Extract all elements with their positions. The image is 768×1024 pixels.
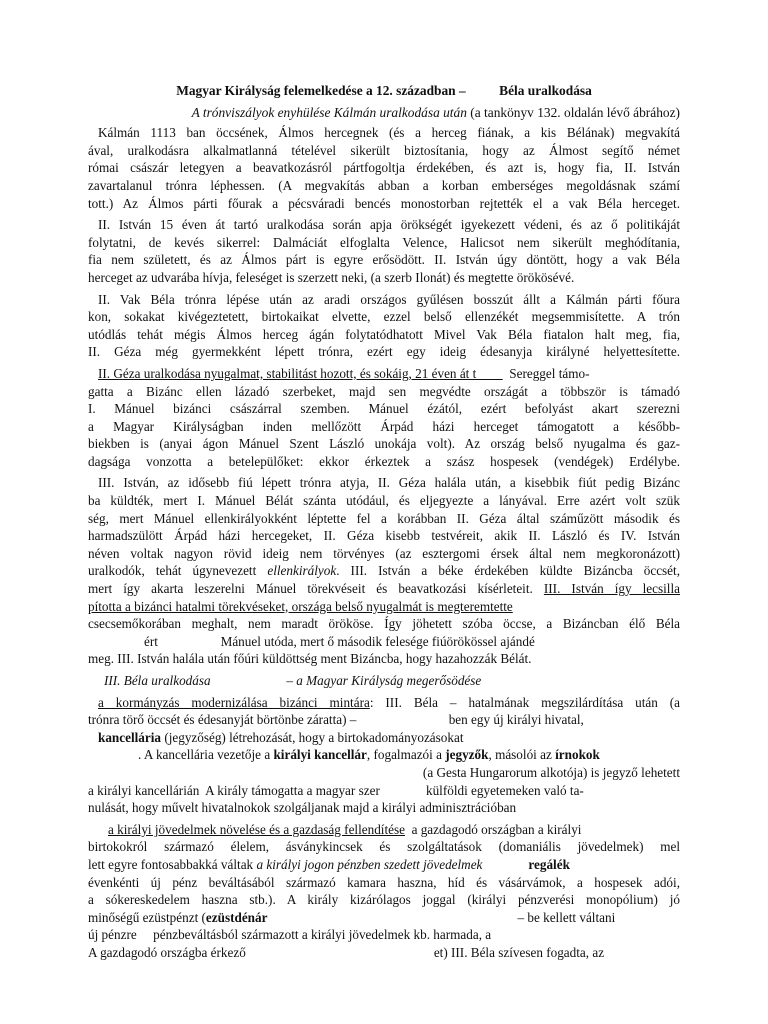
text-line: fia nem született, és az Álmos párt is egyre erősödött. II. István úgy döntött, hogy a vak Béla [88,252,680,268]
text-span: a gazdagodó országban a királyi [404,821,582,837]
underlined-phrase: III. István így lecsilla [543,581,680,597]
text-line: zavartalanul trónra léphessen. (A megvakítás abban a korban emberséges megoldásnak számí [88,177,680,193]
paragraph-jovedelmek [88,821,680,962]
paragraph-kancellaria [88,694,680,817]
text-line: új pénzre pénzbeváltásból származott a királyi jövedelmek kb. harmada, a [88,927,492,943]
paragraph-kalman [88,124,680,212]
text-line: ért Mánuel utóda, mert ő második felesége fiúörökössel ajándé [88,633,535,649]
text-line: trónra törő öccsét és édesanyját börtönbe záratta) – ben egy új királyi hivatal, [88,712,584,728]
text-line: biekben is (anyai ágon Mánuel Szent László unokája volt). Az ország belső nyugalma és gaz- [88,436,680,452]
text-line: ba küldték, mert I. Mánuel Bélát szánta utódául, és eljegyezte a lányával. Erre azért volt szük [88,493,680,509]
paragraph-istvan-iii [88,474,680,668]
text-span: uralkodók, tehát úgynevezett [88,563,268,579]
text-span: Sereggel támo- [502,365,590,381]
section-heading: III. Béla uralkodása – a Magyar Királyság megerősödése [104,673,482,688]
text-line: II. Vak Béla trónra lépése után az aradi országos gyűlésen bosszút állt a Kálmán párti főura [98,291,680,307]
text-line: kon, sokakat kivégeztetett, birtokaikat elvette, ezzel belső ellenzékét megsemmisítette. A trón [88,309,680,325]
text-line [88,821,680,839]
text-span: – be kellett váltani [517,909,616,925]
text-line: Kálmán 1113 ban öccsének, Álmos hercegnek (és a herceg fiának, a kis Bélának) megvakítá [98,125,680,141]
text-line: I. Mánuel bizánci császárral szemben. Mánuel ézától, ezért befolyást akart szerezni [88,401,680,417]
text-line: ség, mert Mánuel ellenkirályokként léptette fel a korábban II. Géza által száműzött második és [88,510,680,526]
text-line: II. István 15 éven át tartó uralkodása során apja örökségét igyekezett védeni, és az ő politikáját [98,217,680,233]
text-line: II. Géza még gyermekként lépett trónra, ezért egy ideig édesanyja királyné helyettesítette. [88,344,680,360]
text-span: , fogalmazói a [366,747,446,763]
text-line: III. István, az idősebb fiú lépett trónra atyja, II. Géza halála után, a kisebbik fiút pedig Bizánc [98,475,680,491]
text-line: dagsága vonzotta a betelepülőket: ekkor érkeztek a szász hospesek (vendégek) Erdélybe. [88,453,680,469]
text-line: évenkénti új pénz beváltásából származó kamara haszna, híd és vásárvámok, a hospesek adói, [88,874,680,890]
text-line: nulását, hogy művelt hivatalnokok szolgáljanak majd a királyi adminisztrációban [88,800,517,816]
text-line: a királyi kancellárián A király támogatta a magyar szer külföldi egyetemeken való ta- [88,782,584,798]
text-span: , másolói az [488,747,556,763]
text-span: : III. Béla – hatalmának megszilárdítása után (a [369,694,680,710]
text-line: birtokokról származó élelem, ásványkincsek és szolgáltatások (domaniális jövedelmek) mel [88,839,680,855]
text-line [88,944,680,962]
text-span: mert így akarta leszerelni Mánuel törekvéseit és beavatkozási kísérleteit. [88,581,544,597]
text-line: gatta a Bizánc ellen lázadó szerbeket, majd sen megvédte országát a többször is támadó [88,383,680,399]
text-line: a sókereskedelem haszna stb.). A király kizárólagos joggal (királyi pénzverési monopólium) jó [88,892,680,908]
subtitle-italic: A trónviszályok enyhülése Kálmán uralkodása után [191,104,467,120]
bold-term: ezüstdénár [205,909,268,925]
text-span: et) III. Béla szívesen fogadta, az [433,944,605,960]
text-span: A gazdagodó országba érkező [88,944,246,960]
bold-term: regálék [528,856,570,872]
text-line [88,856,680,874]
text-line: tott.) Az Álmos párti főurak a pécsváradi bencés monostorban rejtették el a vak Béla herceget. [88,195,680,211]
document-subtitle [88,104,680,122]
text-span: (jegyzőség) létrehozását, hogy a birtokadományozásokat [161,729,464,745]
text-line: a Magyar Királyságban inden mellőzött Árpád házi herceget támogatott a később- [88,418,680,434]
text-line: néven voltak nagyon rövid ideig nem törvényes (az esztergomi érsek által nem megkoronázott) [88,545,680,561]
text-line: harmadszülött Árpád házi hercegeket, II. Géza kisebb testvéreit, akik II. László és IV. István [88,528,680,544]
text-line: folytatni, de kevés sikerrel: Dalmáciát elfoglalta Velence, Halicsot nem sikerült meghódítania, [88,234,680,250]
bold-term: írnokok [555,747,600,763]
text-line [88,746,680,764]
underlined-phrase: pította a bizánci hatalmi törekvéseket, országa belső nyugalmát is megteremtette [88,598,513,614]
text-line: utódlás tehát mégis Álmos herceg ágán folytatódhatott Mivel Vak Béla fiatalon halt meg, fia, [88,326,680,342]
bold-term: királyi kancellár [273,747,367,763]
text-span: . III. István a béke érdekében küldte Bizáncba öccsét, [336,563,680,579]
bold-term: kancellária [98,729,162,745]
text-line: herceget az udvarába hívja, feleséget is szerzett neki, (a szerb Ilonát) és megtette örökösévé. [88,269,575,285]
text-line [88,909,680,927]
text-line: meg. III. István halála után főúri küldöttség ment Bizáncba, hogy hazahozzák Bélát. [88,651,532,667]
subtitle-normal: (a tankönyv 132. oldalán lévő ábrához) [466,104,680,120]
text-span: minőségű ezüstpénzt ( [88,909,206,925]
text-line [88,729,680,747]
text-line: (a Gesta Hungarorum alkotója) is jegyző lehetett [422,764,680,780]
paragraph-vak-bela [88,291,680,361]
text-line: római császár letegyen a beavatkozásról pártfogoltja érdekében, és azt is, hogy fia, II. István [88,160,680,176]
document-title: Magyar Királyság felemelkedése a 12. században – Béla uralkodása [176,83,592,98]
text-line: csecsemőkorában meghalt, nem maradt örököse. Így jöhetett szóba öccse, a Bizáncban élő Béla [88,616,680,632]
text-line [88,598,680,616]
text-line [88,580,680,598]
text-line [88,694,680,712]
underlined-phrase: a kormányzás modernizálása bizánci mintára [98,694,370,710]
paragraph-geza-ii [88,365,680,471]
bold-term: jegyzők [445,747,489,763]
text-line: ával, uralkodásra alkalmatlanná tételével sikerült biztosítania, hogy az Álmost segítő német [88,142,680,158]
text-line [88,365,680,383]
italic-term: ellenkirályok [267,563,337,579]
paragraph-istvan-ii [88,216,680,286]
text-span: lett egyre fontosabbakká váltak [88,856,257,872]
italic-term: a királyi jogon pénzben szedett jövedelmek [256,856,483,872]
text-span: . A kancellária vezetője a [138,747,274,763]
document-page [88,82,680,966]
text-line [88,562,680,580]
underlined-phrase: a királyi jövedelmek növelése és a gazdaság fellendítése [108,821,405,837]
underlined-phrase: II. Géza uralkodása nyugalmat, stabilitást hozott, és sokáig, 21 éven át t [98,365,503,381]
